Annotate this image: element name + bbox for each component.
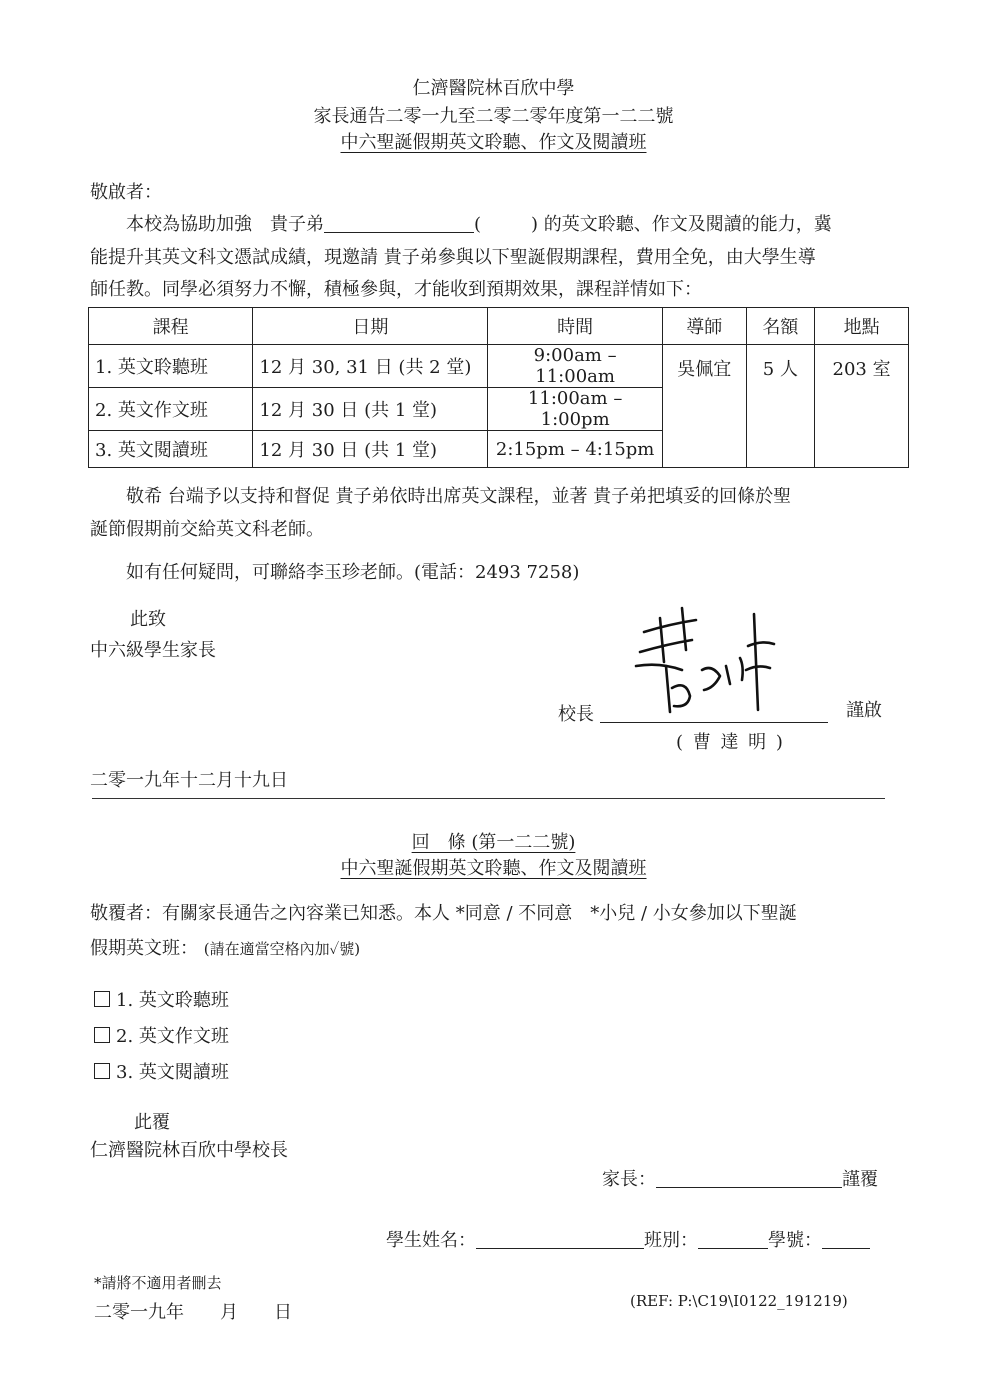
option-reading[interactable] [94, 1058, 229, 1084]
parent-signature-field[interactable] [602, 1165, 878, 1191]
reply-line-2-text: 假期英文班： [90, 938, 198, 959]
number-line[interactable] [822, 1247, 870, 1249]
option-label: 3. 英文閱讀班 [116, 1062, 229, 1083]
principal-suffix: 謹啟 [846, 700, 882, 721]
row-course: 1. 英文聆聽班 [89, 345, 253, 388]
paragraph-1-line-1 [126, 210, 832, 236]
table-header-row [89, 308, 909, 345]
paragraph-2-line-2: 誕節假期前交給英文科老師。 [90, 519, 324, 540]
p1-text-c: ) 的英文聆聽、作文及閱讀的能力，冀 [531, 214, 832, 235]
option-label: 2. 英文作文班 [116, 1026, 229, 1047]
course-table [88, 307, 909, 468]
parent-suffix: 謹覆 [842, 1169, 878, 1190]
row-date: 12 月 30, 31 日 (共 2 堂) [253, 345, 488, 388]
row-date: 12 月 30 日 (共 1 堂) [253, 431, 488, 468]
reply-subject: 中六聖誕假期英文聆聽、作文及閱讀班 [340, 858, 647, 879]
row-date: 12 月 30 日 (共 1 堂) [253, 388, 488, 431]
paragraph-2-line-1: 敬希 台端予以支持和督促 貴子弟依時出席英文課程，並著 貴子弟把填妥的回條於聖 [126, 486, 792, 507]
student-name-label: 學生姓名： [386, 1230, 476, 1251]
student-info-fields [386, 1226, 870, 1252]
reply-instruction: (請在適當空格內加✓號) [203, 940, 361, 958]
reference-code: (REF: P:\C19\I0122_191219) [630, 1292, 848, 1310]
header-course: 課程 [89, 308, 253, 345]
contact-paragraph: 如有任何疑問，可聯絡李玉珍老師。(電話：2493 7258) [126, 562, 580, 583]
venue-cell: 203 室 [815, 345, 909, 468]
parent-signature-line[interactable] [656, 1186, 842, 1188]
delete-note: *請將不適用者刪去 [94, 1274, 222, 1292]
table-row [89, 345, 909, 388]
row-time: 11:00am – 1:00pm [488, 388, 662, 431]
checkbox-listening[interactable] [94, 991, 110, 1007]
header-quota: 名額 [746, 308, 815, 345]
option-listening[interactable] [94, 986, 229, 1012]
tear-off-divider [92, 798, 885, 799]
principal-label-text: 校長 [558, 704, 594, 725]
parent-label: 家長： [602, 1169, 656, 1190]
recipient: 中六級學生家長 [90, 640, 216, 661]
row-time: 9:00am – 11:00am [488, 345, 662, 388]
reply-closing: 此覆 [134, 1112, 170, 1133]
header-date: 日期 [253, 308, 488, 345]
header-tutor: 導師 [662, 308, 746, 345]
quota-cell: 5 人 [746, 345, 815, 468]
letter-date: 二零一九年十二月十九日 [90, 770, 288, 791]
row-time: 2:15pm – 4:15pm [488, 431, 662, 468]
principal-label [558, 700, 828, 726]
class-label: 班別： [644, 1230, 698, 1251]
reply-recipient: 仁濟醫院林百欣中學校長 [90, 1140, 288, 1161]
salutation: 敬啟者： [90, 182, 162, 203]
reply-date: 二零一九年 月 日 [94, 1302, 292, 1323]
tutor-cell: 吳佩宜 [662, 345, 746, 468]
student-name-line[interactable] [476, 1247, 644, 1249]
school-name: 仁濟醫院林百欣中學 [412, 78, 575, 99]
number-label: 學號： [768, 1230, 822, 1251]
paragraph-1-line-3: 師任教。同學必須努力不懈，積極參與，才能收到預期效果，課程詳情如下： [90, 279, 702, 300]
reply-line-2 [90, 934, 360, 960]
notice-subject: 中六聖誕假期英文聆聽、作文及閱讀班 [340, 132, 647, 153]
principal-name: ( 曹 達 明 ) [676, 732, 785, 753]
class-line[interactable] [698, 1247, 768, 1249]
paragraph-1-line-2: 能提升其英文科文憑試成績，現邀請 貴子弟參與以下聖誕假期課程，費用全免，由大學生導 [90, 247, 816, 268]
checkbox-writing[interactable] [94, 1027, 110, 1043]
header-venue: 地點 [815, 308, 909, 345]
p1-text-b: ( [474, 214, 482, 235]
notice-number: 家長通告二零一九至二零二零年度第一二二號 [313, 106, 674, 127]
reply-line-1: 敬覆者：有關家長通告之內容業已知悉。本人 *同意 / 不同意 *小兒 / 小女參加以下聖誕 [90, 903, 797, 924]
header-time: 時間 [488, 308, 662, 345]
signature-line [600, 721, 828, 723]
student-name-blank [324, 231, 474, 233]
reply-title: 回 條 (第一二二號) [411, 832, 576, 853]
checkbox-reading[interactable] [94, 1063, 110, 1079]
row-course: 3. 英文閱讀班 [89, 431, 253, 468]
option-label: 1. 英文聆聽班 [116, 990, 229, 1011]
closing: 此致 [130, 609, 166, 630]
option-writing[interactable] [94, 1022, 229, 1048]
row-course: 2. 英文作文班 [89, 388, 253, 431]
p1-text-a: 本校為協助加強 貴子弟 [126, 214, 324, 235]
